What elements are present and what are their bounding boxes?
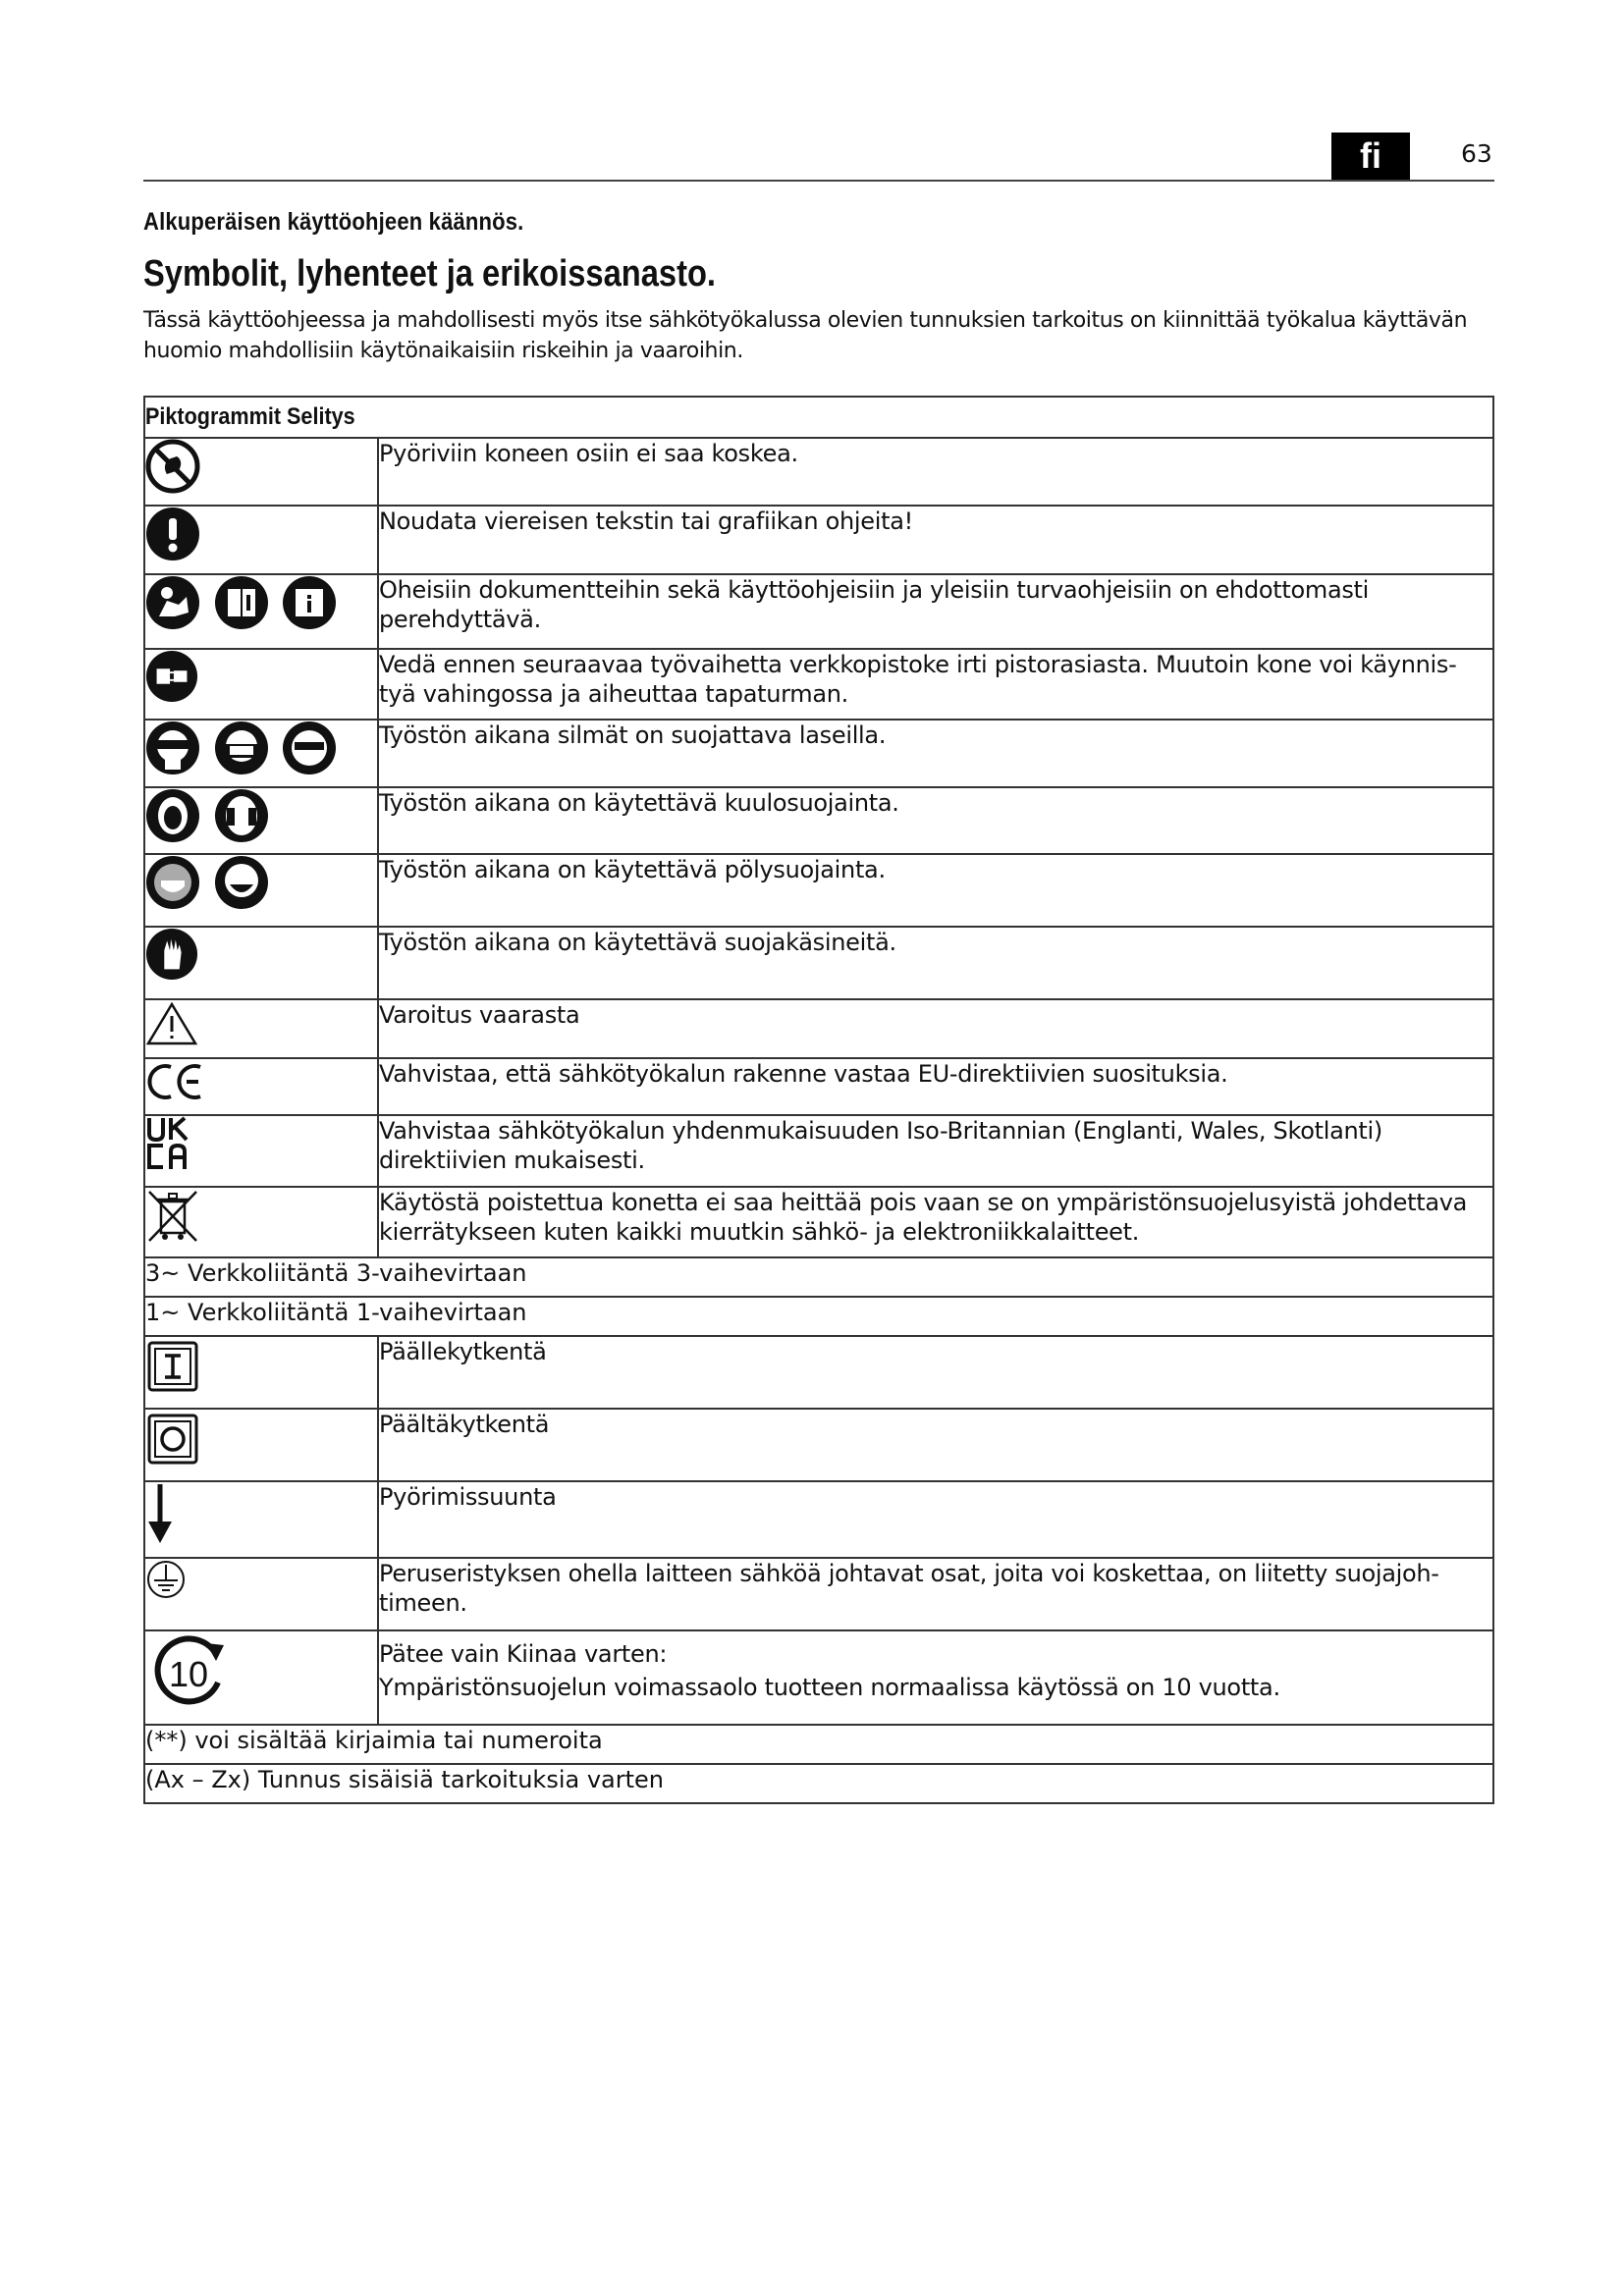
ce-mark-icon bbox=[145, 1059, 206, 1108]
table-row bbox=[144, 1058, 1493, 1115]
respirator-icon bbox=[214, 855, 269, 916]
table-row bbox=[144, 999, 1493, 1058]
translation-note: Alkuperäisen käyttöohjeen käännös. bbox=[143, 208, 524, 236]
ear-muffs-icon bbox=[214, 788, 269, 849]
description-cell: Noudata viereisen tekstin tai grafiikan ohjeita! bbox=[378, 506, 1493, 574]
table-row bbox=[144, 787, 1493, 854]
pictogram-cell bbox=[144, 1558, 378, 1630]
ear-protection-icon bbox=[145, 788, 200, 849]
page-number: 63 bbox=[1461, 139, 1492, 168]
table-row bbox=[144, 854, 1493, 927]
description-cell: Vedä ennen seuraavaa työvaihetta verkkopistoke irti pistorasiasta. Muutoin kone voi käynnis-tyä vahingossa ja aiheuttaa tapaturman. bbox=[378, 649, 1493, 720]
no-touch-rotating-parts-icon bbox=[145, 439, 200, 500]
description-cell: Työstön aikana silmät on suojattava laseilla. bbox=[378, 720, 1493, 787]
read-manual-info-icon bbox=[282, 575, 337, 636]
table-row bbox=[144, 506, 1493, 574]
face-shield-icon bbox=[214, 721, 269, 781]
description-cell: Vahvistaa sähkötyökalun yhdenmukaisuuden Iso-Britannian (Englanti, Wales, Skotlanti) direktiivien mukaisesti. bbox=[378, 1115, 1493, 1187]
description-cell: Oheisiin dokumentteihin sekä käyttöohjeisiin ja yleisiin turvaohjeisiin on ehdottomasti perehdyttävä. bbox=[378, 574, 1493, 649]
pictogram-cell bbox=[144, 927, 378, 999]
protective-gloves-icon bbox=[145, 928, 198, 987]
safety-glasses-icon bbox=[282, 721, 337, 781]
pictogram-cell bbox=[144, 506, 378, 574]
table-row bbox=[144, 649, 1493, 720]
table-row bbox=[144, 927, 1493, 999]
table-row bbox=[144, 1297, 1493, 1336]
ukca-mark-icon bbox=[145, 1116, 194, 1177]
weee-bin-icon bbox=[145, 1188, 200, 1251]
table-row bbox=[144, 1630, 1493, 1725]
table-row bbox=[144, 1115, 1493, 1187]
footnote-wildcard: (**) voi sisältää kirjaimia tai numeroita bbox=[144, 1725, 1493, 1764]
description-cell: Työstön aikana on käytettävä kuulosuojainta. bbox=[378, 787, 1493, 854]
description-cell: Käytöstä poistettua konetta ei saa heittää pois vaan se on ympäristönsuojelusyistä johdettava kierrätykseen kuten kaikki muutkin sähkö- ja elektroniikkalaitteet. bbox=[378, 1187, 1493, 1257]
dust-mask-icon bbox=[145, 855, 200, 916]
table-row bbox=[144, 1257, 1493, 1297]
mandatory-action-icon bbox=[145, 507, 200, 567]
page-title: Symbolit, lyhenteet ja erikoissanasto. bbox=[143, 253, 716, 294]
pictogram-cell bbox=[144, 1409, 378, 1481]
pictogram-cell bbox=[144, 999, 378, 1058]
description-cell: Vahvistaa, että sähkötyökalun rakenne vastaa EU-direktiivien suosituksia. bbox=[378, 1058, 1493, 1115]
read-manual-book-icon bbox=[214, 575, 269, 636]
pictogram-cell bbox=[144, 1187, 378, 1257]
pictogram-cell bbox=[144, 1630, 378, 1725]
power-off-switch-icon bbox=[145, 1410, 200, 1472]
table-row bbox=[144, 438, 1493, 506]
header-rule bbox=[143, 180, 1494, 182]
table-row bbox=[144, 1336, 1493, 1409]
efup-10-years-icon bbox=[145, 1631, 234, 1720]
table-row bbox=[144, 1558, 1493, 1630]
pictogram-cell bbox=[144, 1481, 378, 1558]
pictogram-cell bbox=[144, 854, 378, 927]
svg-text:10: 10 bbox=[168, 1654, 209, 1694]
single-phase-note: 1~ Verkkoliitäntä 1-vaihevirtaan bbox=[144, 1297, 1493, 1336]
power-on-switch-icon bbox=[145, 1337, 200, 1400]
eye-protection-icon bbox=[145, 721, 200, 781]
pictogram-cell bbox=[144, 574, 378, 649]
table-row bbox=[144, 1764, 1493, 1803]
description-cell bbox=[378, 1630, 1493, 1725]
table-row bbox=[144, 1481, 1493, 1558]
symbols-table bbox=[143, 396, 1494, 1804]
disconnect-plug-icon bbox=[145, 650, 198, 709]
table-header: Piktogrammit Selitys bbox=[144, 397, 1493, 438]
pictogram-cell bbox=[144, 1115, 378, 1187]
description-cell: Pyörimissuunta bbox=[378, 1481, 1493, 1558]
three-phase-note: 3~ Verkkoliitäntä 3-vaihevirtaan bbox=[144, 1257, 1493, 1297]
table-header-row bbox=[144, 397, 1493, 438]
table-row bbox=[144, 1725, 1493, 1764]
table-row bbox=[144, 1187, 1493, 1257]
table-row bbox=[144, 1409, 1493, 1481]
pictogram-cell bbox=[144, 649, 378, 720]
description-cell: Päältäkytkentä bbox=[378, 1409, 1493, 1481]
read-manual-icon bbox=[145, 575, 200, 636]
table-row bbox=[144, 720, 1493, 787]
description-cell: Pyöriviin koneen osiin ei saa koskea. bbox=[378, 438, 1493, 506]
pictogram-cell bbox=[144, 438, 378, 506]
china-note-line2: Ympäristönsuojelun voimassaolo tuotteen normaalissa käytössä on 10 vuotta. bbox=[379, 1674, 1280, 1701]
rotation-direction-arrow-icon bbox=[145, 1482, 175, 1551]
description-cell: Varoitus vaarasta bbox=[378, 999, 1493, 1058]
protective-earth-icon bbox=[145, 1559, 187, 1606]
pictogram-cell bbox=[144, 1058, 378, 1115]
description-cell: Päällekytkentä bbox=[378, 1336, 1493, 1409]
description-cell: Työstön aikana on käytettävä pölysuojainta. bbox=[378, 854, 1493, 927]
table-row bbox=[144, 574, 1493, 649]
intro-paragraph: Tässä käyttöohjeessa ja mahdollisesti myös itse sähkötyökalussa olevien tunnuksien tarkoitus on kiinnittää työkalua käyttävän huomio mahdollisiin käytönaikaisiin riskeihin ja vaaroihin. bbox=[143, 308, 1468, 363]
description-cell: Peruseristyksen ohella laitteen sähköä johtavat osat, joita voi koskettaa, on liitetty suojajoh-timeen. bbox=[378, 1558, 1493, 1630]
description-cell: Työstön aikana on käytettävä suojakäsineitä. bbox=[378, 927, 1493, 999]
footnote-internal-id: (Ax – Zx) Tunnus sisäisiä tarkoituksia varten bbox=[144, 1764, 1493, 1803]
pictogram-cell bbox=[144, 787, 378, 854]
pictogram-cell bbox=[144, 1336, 378, 1409]
language-badge: fi bbox=[1331, 133, 1410, 180]
pictogram-cell bbox=[144, 720, 378, 787]
warning-triangle-icon bbox=[145, 1000, 198, 1053]
china-note-line1: Pätee vain Kiinaa varten: bbox=[379, 1640, 668, 1668]
